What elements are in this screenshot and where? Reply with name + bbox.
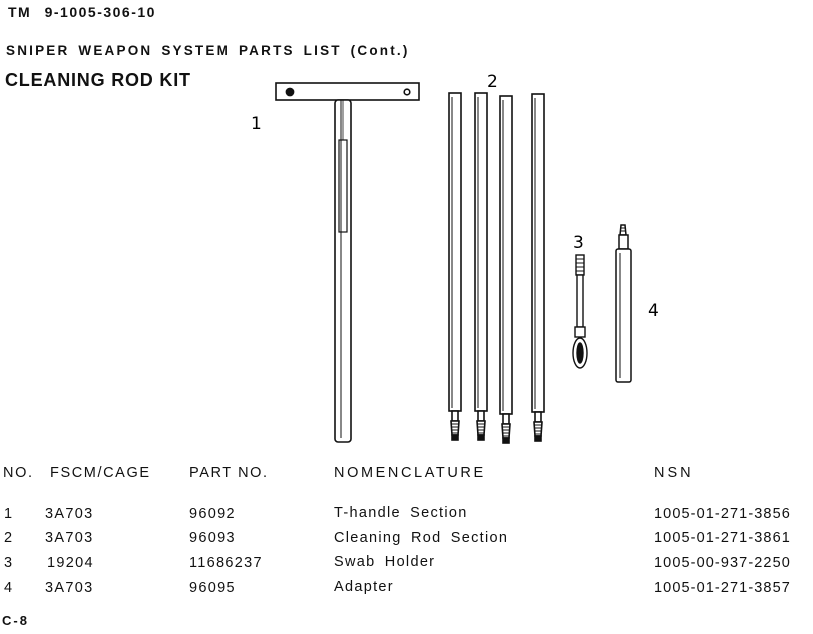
callout-1: 1 (251, 114, 262, 134)
row-fscm: 3A703 (45, 580, 94, 596)
col-header-part-no: PART NO. (189, 465, 269, 481)
row-part-no: 96095 (189, 580, 236, 596)
row-nomenclature: Cleaning Rod Section (334, 530, 509, 546)
row-nsn: 1005-01-271-3861 (654, 530, 791, 546)
row-nsn: 1005-00-937-2250 (654, 555, 791, 571)
row-no: 4 (4, 580, 14, 596)
row-nsn: 1005-01-271-3857 (654, 580, 791, 596)
row-fscm: 3A703 (45, 506, 94, 522)
row-nsn: 1005-01-271-3856 (654, 506, 791, 522)
section-title: SNIPER WEAPON SYSTEM PARTS LIST (Cont.) (6, 43, 410, 58)
cleaning-rod-sections (449, 93, 544, 443)
tm-number: TM 9-1005-306-10 (8, 4, 156, 20)
adapter (616, 225, 631, 382)
callout-3: 3 (573, 233, 584, 253)
kit-title: CLEANING ROD KIT (5, 70, 191, 90)
row-nomenclature: Adapter (334, 579, 394, 595)
swab-holder (573, 255, 587, 368)
col-header-nsn: NSN (654, 465, 694, 481)
t-handle-section (276, 83, 419, 442)
row-part-no: 11686237 (189, 555, 263, 571)
row-no: 2 (4, 530, 14, 546)
row-part-no: 96092 (189, 506, 236, 522)
callout-2: 2 (487, 72, 498, 92)
row-no: 1 (4, 506, 14, 522)
col-header-nomenclature: NOMENCLATURE (334, 465, 486, 481)
col-header-no: NO. (3, 465, 34, 481)
row-fscm: 3A703 (45, 530, 94, 546)
callout-4: 4 (648, 301, 659, 321)
page-number: C-8 (2, 613, 29, 628)
row-no: 3 (4, 555, 14, 571)
col-header-fscm: FSCM/CAGE (50, 465, 151, 481)
row-part-no: 96093 (189, 530, 236, 546)
row-fscm: 19204 (47, 555, 94, 571)
row-nomenclature: Swab Holder (334, 554, 436, 570)
row-nomenclature: T-handle Section (334, 505, 468, 521)
